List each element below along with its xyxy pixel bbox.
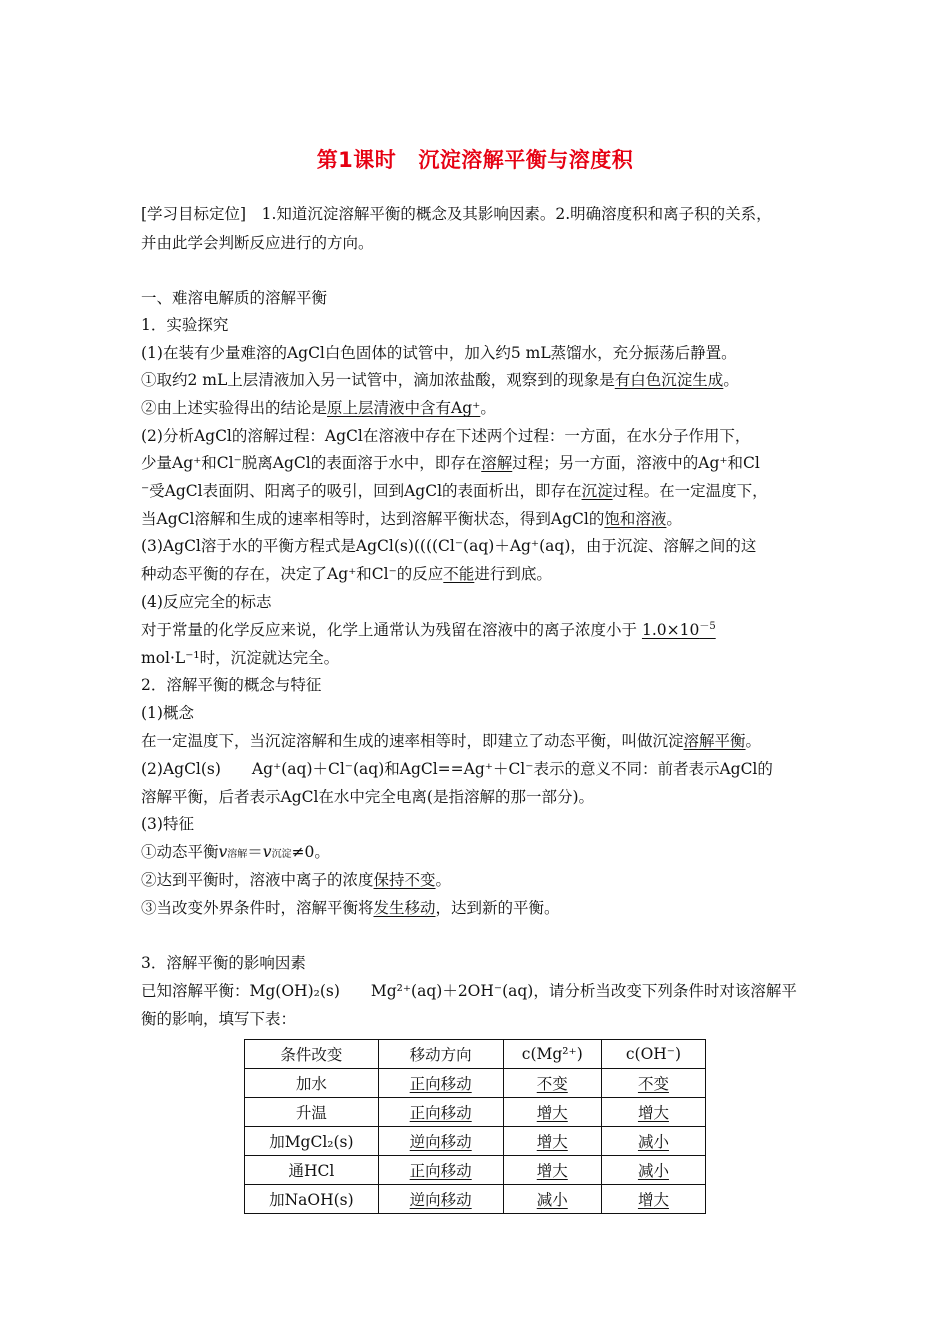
subsection-1-1: 1．实验探究 bbox=[141, 316, 229, 334]
paragraph-line: ③当改变外界条件时，溶解平衡将发生移动，达到新的平衡。 bbox=[141, 899, 560, 917]
paragraph-line: 衡的影响，填写下表： bbox=[141, 1010, 297, 1028]
paragraph-line: ①取约2 mL上层清液加入另一试管中，滴加浓盐酸，观察到的现象是有白色沉淀生成。 bbox=[141, 371, 739, 389]
answer-blank: 保持不变 bbox=[373, 871, 436, 889]
answer-blank: 溶解平衡 bbox=[683, 732, 746, 750]
section-1-heading: 一、难溶电解质的溶解平衡 bbox=[141, 289, 328, 307]
goals-line-2: 并由此学会判断反应进行的方向。 bbox=[141, 234, 374, 252]
table-header: 移动方向 bbox=[378, 1040, 503, 1069]
table-header: c(Mg²⁺) bbox=[503, 1040, 601, 1069]
paragraph-line: 种动态平衡的存在，决定了Ag⁺和Cl⁻的反应不能进行到底。 bbox=[141, 565, 552, 583]
table-header-row bbox=[245, 1040, 706, 1069]
page-title: 第1课时 沉淀溶解平衡与溶度积 bbox=[316, 148, 634, 172]
paragraph-line: 当AgCl溶解和生成的速率相等时，达到溶解平衡状态，得到AgCl的饱和溶液。 bbox=[141, 510, 682, 528]
subsection-1-3: 3．溶解平衡的影响因素 bbox=[141, 954, 306, 972]
table-header: c(OH⁻) bbox=[601, 1040, 705, 1069]
paragraph-line: mol·L⁻¹时，沉淀就达完全。 bbox=[141, 649, 340, 667]
table-cell: 逆向移动 bbox=[378, 1185, 503, 1214]
table-cell: 增大 bbox=[601, 1185, 705, 1214]
paragraph-line: (1)在装有少量难溶的AgCl白色固体的试管中，加入约5 mL蒸馏水，充分振荡后静置。 bbox=[141, 344, 737, 362]
table-cell: 正向移动 bbox=[378, 1156, 503, 1185]
table-cell: 正向移动 bbox=[378, 1069, 503, 1098]
table-cell: 减小 bbox=[503, 1185, 601, 1214]
answer-blank: 饱和溶液 bbox=[604, 510, 667, 528]
table-cell: 升温 bbox=[245, 1098, 379, 1127]
answer-blank: 原上层清液中含有Ag⁺ bbox=[327, 399, 481, 417]
table-row bbox=[245, 1127, 706, 1156]
paragraph-line: 在一定温度下，当沉淀溶解和生成的速率相等时，即建立了动态平衡，叫做沉淀溶解平衡。 bbox=[141, 732, 762, 750]
table-cell: 增大 bbox=[503, 1156, 601, 1185]
table-cell: 逆向移动 bbox=[378, 1127, 503, 1156]
paragraph-line: 已知溶解平衡：Mg(OH)₂(s) Mg²⁺(aq)＋2OH⁻(aq)，请分析当改变下列条件时对该溶解平 bbox=[141, 982, 797, 1000]
paragraph-line: ②达到平衡时，溶液中离子的浓度保持不变。 bbox=[141, 871, 452, 889]
table-cell: 不变 bbox=[601, 1069, 705, 1098]
table-cell: 正向移动 bbox=[378, 1098, 503, 1127]
answer-blank: $1.0\times 10^{-5}$ bbox=[641, 620, 716, 639]
table-row bbox=[245, 1156, 706, 1185]
paragraph-line: 少量Ag⁺和Cl⁻脱离AgCl的表面溶于水中，即存在溶解过程；另一方面，溶液中的Ag⁺和Cl bbox=[141, 454, 760, 472]
paragraph-line: 溶解平衡，后者表示AgCl在水中完全电离(是指溶解的那一部分)。 bbox=[141, 788, 595, 806]
table-cell: 增大 bbox=[503, 1098, 601, 1127]
table-cell: 减小 bbox=[601, 1156, 705, 1185]
table-cell: 减小 bbox=[601, 1127, 705, 1156]
table-cell: 通HCl bbox=[245, 1156, 379, 1185]
goals-line-1: [学习目标定位] 1.知道沉淀溶解平衡的概念及其影响因素。2.明确溶度积和离子积的关系， bbox=[141, 205, 772, 223]
table-cell: 增大 bbox=[503, 1127, 601, 1156]
paragraph-line: (3)特征 bbox=[141, 815, 194, 833]
paragraph-line: (3)AgCl溶于水的平衡方程式是AgCl(s)((((Cl⁻(aq)＋Ag⁺(aq)，由于沉淀、溶解之间的这 bbox=[141, 537, 757, 555]
table-cell: 加MgCl₂(s) bbox=[245, 1127, 379, 1156]
answer-blank: 有白色沉淀生成 bbox=[614, 371, 724, 389]
table-header: 条件改变 bbox=[245, 1040, 379, 1069]
paragraph-line: ②由上述实验得出的结论是原上层清液中含有Ag⁺。 bbox=[141, 399, 496, 417]
subsection-1-2: 2．溶解平衡的概念与特征 bbox=[141, 676, 322, 694]
table-row bbox=[245, 1069, 706, 1098]
paragraph-line: ⁻受AgCl表面阴、阳离子的吸引，回到AgCl的表面析出，即存在沉淀过程。在一定温度下， bbox=[141, 482, 768, 500]
answer-blank: 不能 bbox=[443, 565, 475, 583]
answer-blank: 发生移动 bbox=[373, 899, 436, 917]
paragraph-line: (2)分析AgCl的溶解过程：AgCl在溶液中存在下述两个过程：一方面，在水分子作用下， bbox=[141, 427, 751, 445]
answer-blank: 溶解 bbox=[481, 454, 513, 472]
paragraph-line: (4)反应完全的标志 bbox=[141, 593, 272, 611]
table-cell: 加水 bbox=[245, 1069, 379, 1098]
paragraph-line: (2)AgCl(s) Ag⁺(aq)＋Cl⁻(aq)和AgCl==Ag⁺＋Cl⁻表示的意义不同：前者表示AgCl的 bbox=[141, 760, 773, 778]
table-row bbox=[245, 1098, 706, 1127]
answer-blank: 沉淀 bbox=[581, 482, 613, 500]
table-cell: 加NaOH(s) bbox=[245, 1185, 379, 1214]
table-cell: 不变 bbox=[503, 1069, 601, 1098]
paragraph-line: (1)概念 bbox=[141, 704, 194, 722]
paragraph-line: 对于常量的化学反应来说，化学上通常认为残留在溶液中的离子浓度小于 $1.0\times 10^{-5}$ bbox=[141, 620, 716, 639]
equilibrium-table bbox=[244, 1039, 706, 1214]
table-cell: 增大 bbox=[601, 1098, 705, 1127]
paragraph-line: ①动态平衡v溶解＝v沉淀≠0。 bbox=[141, 843, 330, 861]
table-row bbox=[245, 1185, 706, 1214]
